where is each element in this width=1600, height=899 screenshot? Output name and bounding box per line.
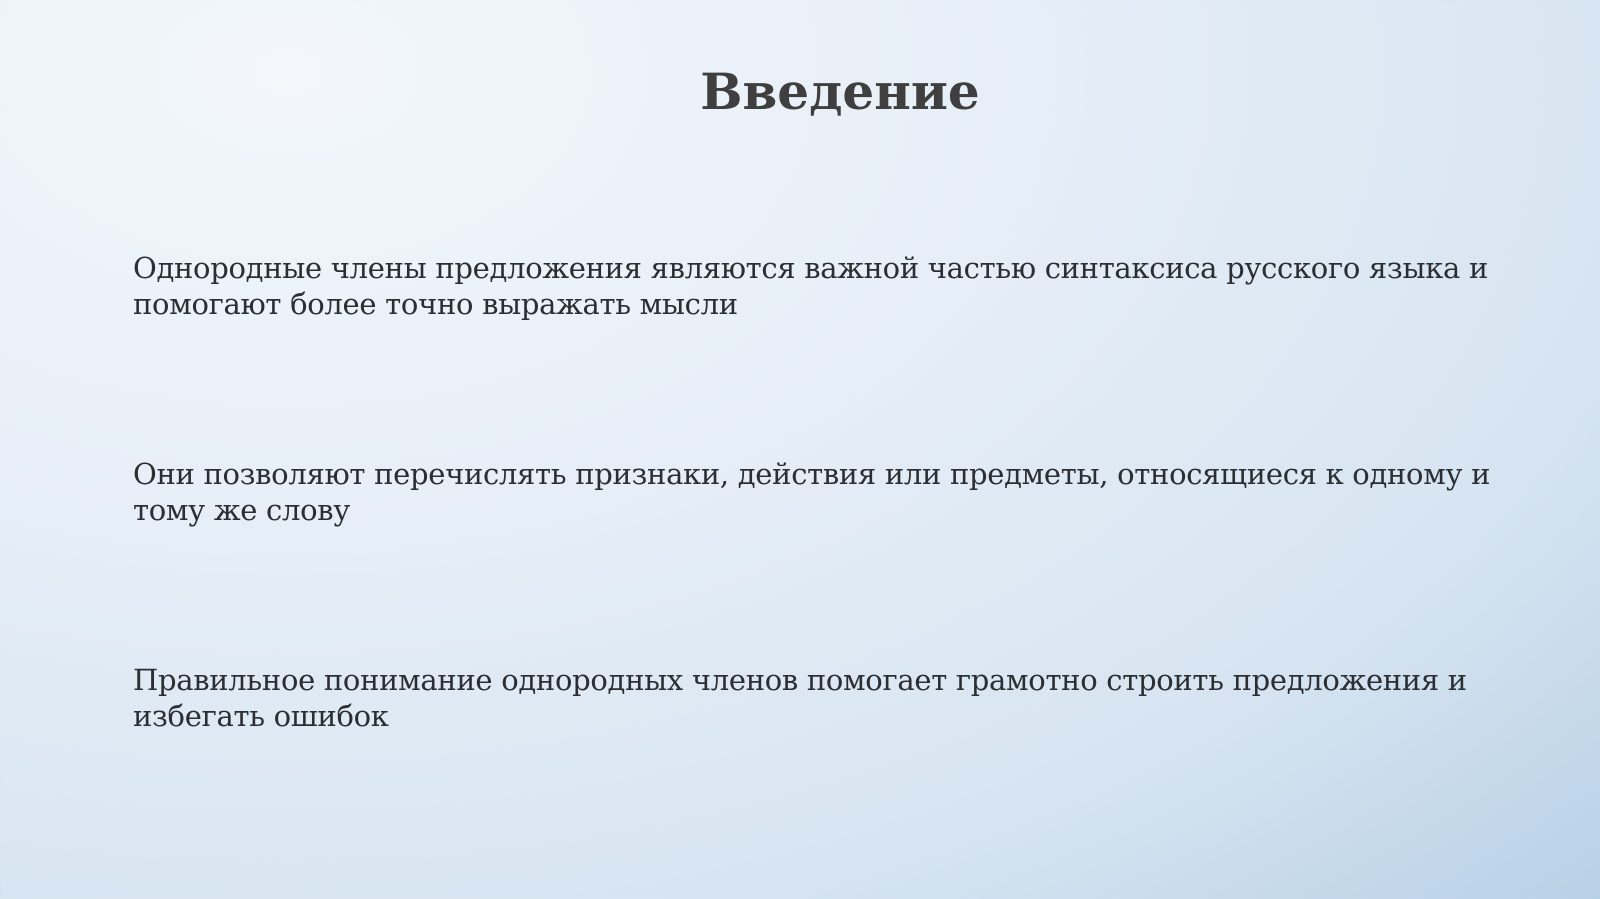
bullet-item: Однородные члены предложения являются важной частью синтаксиса русского языка и помогают более точно выражать мысли bbox=[133, 251, 1488, 321]
bullet-item: Они позволяют перечислять признаки, действия или предметы, относящиеся к одному и тому же слову bbox=[133, 457, 1491, 527]
slide-title: Введение bbox=[700, 62, 980, 121]
bullet-list bbox=[133, 250, 1508, 734]
bullet-item: Правильное понимание однородных членов помогает грамотно строить предложения и избегать ошибок bbox=[133, 663, 1467, 733]
